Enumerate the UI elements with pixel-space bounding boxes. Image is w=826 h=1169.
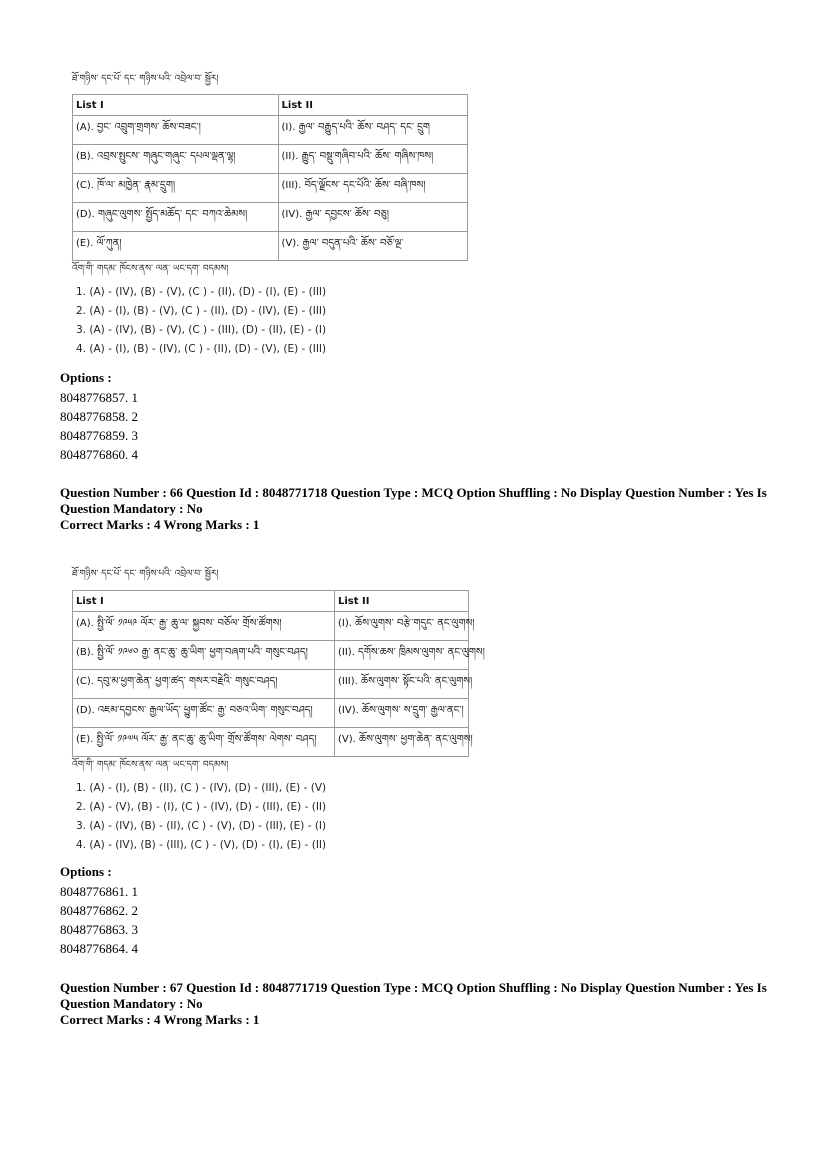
marks-line: Correct Marks : 4 Wrong Marks : 1	[60, 517, 260, 532]
table-row	[73, 728, 469, 757]
answer-choice: 4. (A) - (I), (B) - (IV), (C ) - (II), (D) - (V), (E) - (III)	[76, 343, 327, 355]
answer-choice: 2. (A) - (V), (B) - (I), (C ) - (IV), (D) - (III), (E) - (II)	[76, 801, 327, 813]
list-1-cell: (C). ཁོ་ལ་ མཁྱེན་ རྣམ་དྲུག།	[73, 174, 279, 203]
option-item: 8048776862. 2	[60, 903, 138, 918]
answer-choice: 1. (A) - (I), (B) - (II), (C ) - (IV), (D) - (III), (E) - (V)	[76, 782, 327, 794]
question-65-image	[72, 70, 468, 359]
answer-choice: 1. (A) - (IV), (B) - (V), (C ) - (II), (D) - (I), (E) - (III)	[76, 286, 327, 298]
list-2-header: List II	[278, 95, 467, 116]
options-heading: Options :	[60, 864, 112, 879]
question-66-image	[72, 566, 485, 855]
list-2-cell: (IV). ཆོས་ལུགས་ ས་དྲུག་ རྒྱལ་ནང་།	[335, 699, 469, 728]
list-2-cell: (V). རྒྱལ་ བདུན་པའི་ ཆོས་ བཅོ་ལྔ་	[278, 232, 467, 261]
option-item: 8048776859. 3	[60, 428, 138, 443]
question-info-line: Question Number : 66 Question Id : 8048771718 Question Type : MCQ Option Shuffling : No Display Question Number : Yes Is	[60, 485, 767, 500]
list-1-header: List I	[73, 95, 279, 116]
list-1-cell: (E). ལོ་ཀུན།	[73, 232, 279, 261]
question-mandatory-line: Question Mandatory : No	[60, 996, 203, 1011]
answer-choice: 3. (A) - (IV), (B) - (II), (C ) - (V), (D) - (III), (E) - (I)	[76, 820, 327, 832]
list-1-cell: (B). སྤྱི་ལོ་ ༡༩༦༠ རྒྱ་ ནང་ཆུ་ ཆུ་ཡིག་ ཕྱག་བཞག་པའི་ གསུང་བཤད།	[73, 641, 335, 670]
question-note: འོག་གི་ གདམ་ ཁོངས་ནས་ ལན་ ཡང་དག་ བདམས།	[72, 760, 229, 770]
table-row	[73, 641, 469, 670]
table-row	[73, 174, 468, 203]
table-row	[73, 116, 468, 145]
list-2-cell: (II). དགོས་ཆས་ ཁྲིམས་ལུགས་ ནང་ལུགས།	[335, 641, 469, 670]
list-1-cell: (A). བྱང་ འབྲུག་གྲགས་ ཆོས་བཟང་།	[73, 116, 279, 145]
answer-choice: 4. (A) - (IV), (B) - (III), (C ) - (V), (D) - (I), (E) - (II)	[76, 839, 327, 851]
list-1-cell: (B). འབྲས་སྤུངས་ གཞུང་གཞུང་ དཔལ་ལྡན་ལྷ།	[73, 145, 279, 174]
table-row	[73, 670, 469, 699]
list-1-header: List I	[73, 591, 335, 612]
option-item: 8048776860. 4	[60, 447, 138, 462]
option-item: 8048776863. 3	[60, 922, 138, 937]
list-2-cell: (V). ཆོས་ལུགས་ ཕྱག་ཆེན་ ནང་ལུགས།	[335, 728, 469, 757]
list-2-cell: (III). ཆོས་ལུགས་ སྟོང་པའི་ ནང་ལུགས།	[335, 670, 469, 699]
option-item: 8048776858. 2	[60, 409, 138, 424]
options-heading: Options :	[60, 370, 112, 385]
question-instruction: ཐོ་གཉིས་ དང་པོ་ དང་ གཉིས་པའི་ འབྲེལ་བ་ སྦྱོར།	[72, 74, 219, 84]
list-2-cell: (II). རྒྱུད་ བསྡུ་གཞིབ་པའི་ ཆོས་ གཞིས་ཁས།	[278, 145, 467, 174]
table-row	[73, 699, 469, 728]
answer-choices	[76, 779, 469, 855]
question-instruction: ཐོ་གཉིས་ དང་པོ་ དང་ གཉིས་པའི་ འབྲེལ་བ་ སྦྱོར།	[72, 569, 219, 579]
answer-choices	[76, 283, 468, 359]
marks-line: Correct Marks : 4 Wrong Marks : 1	[60, 1012, 260, 1027]
list-2-cell: (IV). རྒྱལ་ དབྱངས་ ཆོས་ བཅུ།	[278, 203, 467, 232]
list-2-cell: (I). རྒྱལ་ བརྒྱུད་པའི་ ཆོས་ བཤད་ དང་ དྲུག	[278, 116, 467, 145]
table-header-row	[73, 591, 469, 612]
question-info-line: Question Number : 67 Question Id : 8048771719 Question Type : MCQ Option Shuffling : No Display Question Number : Yes Is	[60, 980, 767, 995]
list-2-cell: (I). ཆོས་ལུགས་ བརྩེ་གདུང་ ནང་ལུགས།	[335, 612, 469, 641]
question-67-meta	[60, 980, 767, 1028]
list-1-cell: (D). འཇམ་དབྱངས་ རྒྱལ་ཡོད་ ཕྱུག་ཚོང་ རྒྱ་ བཅའ་ཡིག་ གསུང་བཤད།	[73, 699, 335, 728]
option-item: 8048776857. 1	[60, 390, 138, 405]
option-item: 8048776861. 1	[60, 884, 138, 899]
match-table	[72, 590, 485, 757]
match-table	[72, 94, 468, 261]
option-item: 8048776864. 4	[60, 941, 138, 956]
table-row	[73, 612, 469, 641]
list-1-cell: (A). སྤྱི་ལོ་ ༡༩༥༩ ལོར་ རྒྱ་ ཆུ་ལ་ སྐྱབས་ བཅོལ་ གྲོས་ཚོགས།	[73, 612, 335, 641]
options-list	[60, 368, 138, 464]
table-row	[73, 145, 468, 174]
options-list	[60, 862, 138, 958]
question-note: འོག་གི་ གདམ་ ཁོངས་ནས་ ལན་ ཡང་དག་ བདམས།	[72, 264, 229, 274]
table-row	[73, 203, 468, 232]
table-header-row	[73, 95, 468, 116]
table-row	[73, 232, 468, 261]
list-1-cell: (E). སྤྱི་ལོ་ ༡༩༧༥ ལོར་ རྒྱ་ ནང་ཆུ་ ཆུ་ཡིག་ གྲོས་ཚོགས་ ལེགས་ བཤད།	[73, 728, 335, 757]
list-1-cell: (C). དབུ་མ་ཕྱག་ཆེན་ ཕྱག་ཚད་ གསར་བརྗེའི་ གསུང་བཤད།	[73, 670, 335, 699]
list-2-cell: (III). བོད་ལྗོངས་ དང་པོའི་ ཆོས་ བཞི་ཁས།	[278, 174, 467, 203]
answer-choice: 3. (A) - (IV), (B) - (V), (C ) - (III), (D) - (II), (E) - (I)	[76, 324, 327, 336]
list-2-header: List II	[335, 591, 469, 612]
question-66-meta	[60, 485, 767, 533]
answer-choice: 2. (A) - (I), (B) - (V), (C ) - (II), (D) - (IV), (E) - (III)	[76, 305, 327, 317]
question-mandatory-line: Question Mandatory : No	[60, 501, 203, 516]
list-1-cell: (D). གཞུང་ལུགས་ སྤྱོད་མཆོད་ དང་ བཀའ་ཆེམས།	[73, 203, 279, 232]
